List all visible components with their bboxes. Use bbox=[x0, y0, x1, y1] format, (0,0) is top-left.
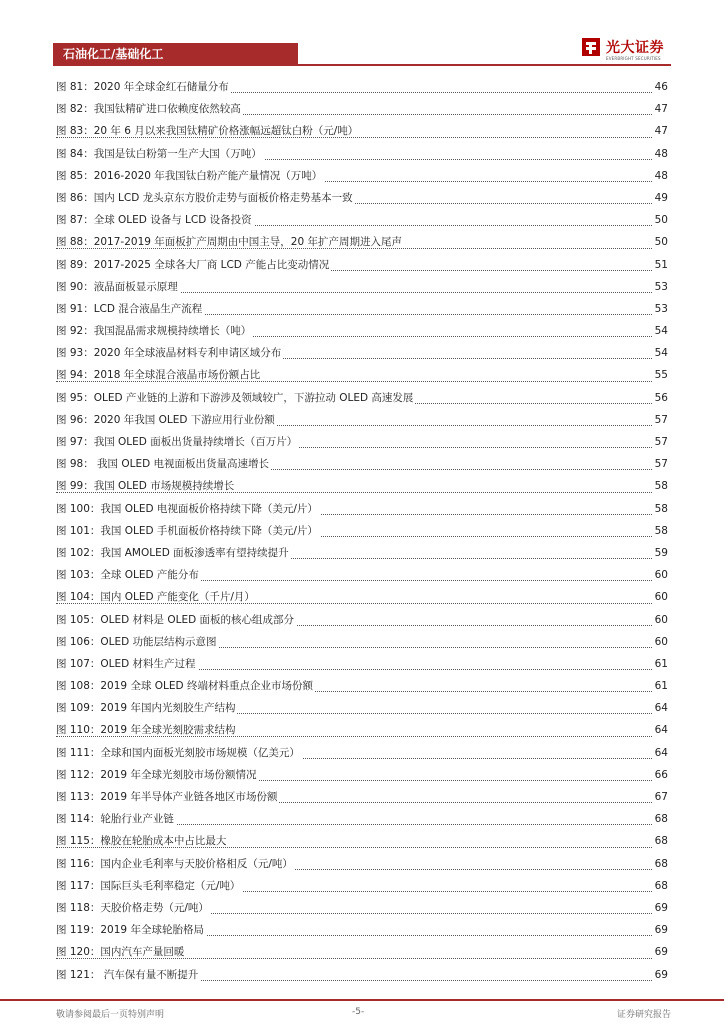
toc-entry-page: 55 bbox=[653, 364, 668, 386]
toc-entry-page: 68 bbox=[653, 808, 668, 830]
toc-entry-label: 图 95：OLED 产业链的上游和下游涉及领域较广，下游拉动 OLED 高速发展 bbox=[56, 391, 414, 404]
toc-entry-label: 图 115：橡胶在轮胎成本中占比最大 bbox=[56, 835, 227, 848]
toc-entry-page: 66 bbox=[653, 764, 668, 786]
toc-entry-label: 图 98： 我国 OLED 电视面板出货量高速增长 bbox=[56, 458, 270, 471]
toc-entry-page: 57 bbox=[653, 409, 668, 431]
toc-entry[interactable] bbox=[56, 609, 668, 631]
toc-entry-page: 58 bbox=[653, 520, 668, 542]
toc-entry[interactable] bbox=[56, 187, 668, 209]
toc-entry-page: 69 bbox=[653, 941, 668, 963]
page-header bbox=[0, 0, 724, 66]
toc-entry-page: 64 bbox=[653, 719, 668, 741]
section-tag: 石油化工/基础化工 bbox=[53, 43, 298, 65]
brand-name: 光大证券 bbox=[606, 40, 664, 56]
toc-entry[interactable] bbox=[56, 143, 668, 165]
toc-entry-label: 图 86：国内 LCD 龙头京东方股价走势与面板价格走势基本一致 bbox=[56, 191, 353, 204]
page-footer bbox=[0, 1004, 724, 1022]
toc-entry[interactable] bbox=[56, 431, 668, 453]
toc-entry[interactable] bbox=[56, 875, 668, 897]
brand-mark-icon bbox=[580, 36, 602, 58]
toc-entry-page: 49 bbox=[653, 187, 668, 209]
toc-entry-page: 68 bbox=[653, 830, 668, 852]
toc-entry[interactable] bbox=[56, 742, 668, 764]
toc-entry[interactable] bbox=[56, 675, 668, 697]
header-divider bbox=[53, 64, 671, 66]
toc-entry-page: 56 bbox=[653, 387, 668, 409]
toc-entry-page: 60 bbox=[653, 631, 668, 653]
toc-entry-label: 图 94：2018 年全球混合液晶市场份额占比 bbox=[56, 369, 261, 382]
toc-entry[interactable] bbox=[56, 409, 668, 431]
toc-entry-label: 图 118：天胶价格走势（元/吨） bbox=[56, 901, 209, 914]
toc-entry[interactable] bbox=[56, 964, 668, 986]
toc-entry[interactable] bbox=[56, 919, 668, 941]
toc-entry-page: 69 bbox=[653, 964, 668, 986]
toc-entry-label: 图 109：2019 年国内光刻胶生产结构 bbox=[56, 702, 236, 715]
toc-entry-page: 58 bbox=[653, 475, 668, 497]
toc-entry-page: 50 bbox=[653, 209, 668, 231]
toc-entry-page: 59 bbox=[653, 542, 668, 564]
toc-entry-page: 69 bbox=[653, 897, 668, 919]
toc-entry[interactable] bbox=[56, 320, 668, 342]
toc-entry[interactable] bbox=[56, 364, 668, 386]
toc-entry-label: 图 85：2016-2020 年我国钛白粉产能产量情况（万吨） bbox=[56, 169, 323, 182]
toc-entry[interactable] bbox=[56, 298, 668, 320]
footer-divider bbox=[0, 999, 724, 1001]
toc-entry[interactable] bbox=[56, 76, 668, 98]
toc-entry[interactable] bbox=[56, 276, 668, 298]
toc-entry-label: 图 100：我国 OLED 电视面板价格持续下降（美元/片） bbox=[56, 502, 318, 515]
toc-entry-label: 图 82：我国钛精矿进口依赖度依然较高 bbox=[56, 103, 241, 116]
toc-entry[interactable] bbox=[56, 564, 668, 586]
toc-entry-page: 57 bbox=[653, 431, 668, 453]
brand-name-en: EVERBRIGHT SECURITIES bbox=[606, 56, 661, 61]
toc-entry-label: 图 110：2019 年全球光刻胶需求结构 bbox=[56, 724, 236, 737]
toc-entry-label: 图 92：我国混晶需求规模持续增长（吨） bbox=[56, 325, 252, 338]
toc-entry-page: 53 bbox=[653, 276, 668, 298]
toc-entry-page: 54 bbox=[653, 320, 668, 342]
toc-entry-page: 48 bbox=[653, 143, 668, 165]
toc-entry-label: 图 111：全球和国内面板光刻胶市场规模（亿美元） bbox=[56, 746, 300, 759]
toc-entry-label: 图 103：全球 OLED 产能分布 bbox=[56, 569, 199, 582]
toc-entry-label: 图 90：液晶面板显示原理 bbox=[56, 280, 178, 293]
toc-entry[interactable] bbox=[56, 941, 668, 963]
toc-entry-page: 68 bbox=[653, 875, 668, 897]
toc-entry[interactable] bbox=[56, 631, 668, 653]
toc-entry-label: 图 99：我国 OLED 市场规模持续增长 bbox=[56, 480, 235, 493]
toc-entry-label: 图 106：OLED 功能层结构示意图 bbox=[56, 635, 217, 648]
toc-entry[interactable] bbox=[56, 653, 668, 675]
figure-toc-list bbox=[56, 76, 668, 986]
toc-entry[interactable] bbox=[56, 231, 668, 253]
toc-entry-label: 图 119：2019 年全球轮胎格局 bbox=[56, 924, 204, 937]
toc-entry[interactable] bbox=[56, 897, 668, 919]
page-number: -5- bbox=[352, 1007, 365, 1017]
toc-entry[interactable] bbox=[56, 830, 668, 852]
toc-entry-label: 图 101：我国 OLED 手机面板价格持续下降（美元/片） bbox=[56, 524, 318, 537]
toc-entry-label: 图 107：OLED 材料生产过程 bbox=[56, 657, 196, 670]
brand-logo bbox=[580, 36, 680, 64]
toc-entry-label: 图 87：全球 OLED 设备与 LCD 设备投资 bbox=[56, 214, 252, 227]
toc-entry-page: 69 bbox=[653, 919, 668, 941]
toc-entry-label: 图 108：2019 全球 OLED 终端材料重点企业市场份额 bbox=[56, 680, 313, 693]
report-type: 证券研究报告 bbox=[616, 1010, 671, 1020]
toc-entry-page: 60 bbox=[653, 564, 668, 586]
toc-entry[interactable] bbox=[56, 719, 668, 741]
toc-entry-label: 图 91：LCD 混合液晶生产流程 bbox=[56, 302, 203, 315]
toc-entry[interactable] bbox=[56, 120, 668, 142]
toc-entry-label: 图 83：20 年 6 月以来我国钛精矿价格涨幅远超钛白粉（元/吨） bbox=[56, 125, 359, 138]
toc-entry[interactable] bbox=[56, 387, 668, 409]
toc-entry-label: 图 113：2019 年半导体产业链各地区市场份额 bbox=[56, 791, 278, 803]
toc-entry[interactable] bbox=[56, 98, 668, 120]
toc-entry-page: 50 bbox=[653, 231, 668, 253]
toc-entry-page: 51 bbox=[653, 254, 668, 276]
toc-entry-page: 57 bbox=[653, 453, 668, 475]
toc-entry-label: 图 102：我国 AMOLED 面板渗透率有望持续提升 bbox=[56, 546, 289, 559]
disclaimer-note: 敬请参阅最后一页特别声明 bbox=[56, 1010, 165, 1020]
toc-entry[interactable] bbox=[56, 786, 668, 808]
toc-entry-page: 58 bbox=[653, 498, 668, 520]
toc-entry[interactable] bbox=[56, 520, 668, 542]
toc-entry-label: 图 104：国内 OLED 产能变化（千片/月） bbox=[56, 591, 255, 604]
toc-entry-label: 图 96：2020 年我国 OLED 下游应用行业份额 bbox=[56, 413, 275, 426]
toc-entry-label: 图 88：2017-2019 年面板扩产周期由中国主导，20 年扩产周期进入尾声 bbox=[56, 236, 402, 249]
toc-entry-label: 图 89：2017-2025 全球各大厂商 LCD 产能占比变动情况 bbox=[56, 258, 330, 271]
toc-entry-page: 64 bbox=[653, 742, 668, 764]
toc-entry-page: 47 bbox=[653, 98, 668, 120]
toc-entry-label: 图 93：2020 年全球液晶材料专利申请区域分布 bbox=[56, 347, 282, 360]
toc-entry-label: 图 97：我国 OLED 面板出货量持续增长（百万片） bbox=[56, 436, 298, 448]
toc-entry-label: 图 117：国际巨头毛利率稳定（元/吨） bbox=[56, 879, 241, 892]
toc-entry[interactable] bbox=[56, 764, 668, 786]
toc-entry-page: 61 bbox=[653, 675, 668, 697]
toc-entry-page: 68 bbox=[653, 853, 668, 875]
toc-entry[interactable] bbox=[56, 475, 668, 497]
toc-entry-label: 图 116：国内企业毛利率与天胶价格相反（元/吨） bbox=[56, 857, 293, 870]
toc-entry-label: 图 120：国内汽车产量回暖 bbox=[56, 946, 185, 959]
toc-entry-page: 64 bbox=[653, 697, 668, 719]
toc-entry[interactable] bbox=[56, 853, 668, 875]
toc-entry[interactable] bbox=[56, 498, 668, 520]
toc-entry-label: 图 84：我国是钛白粉第一生产大国（万吨） bbox=[56, 147, 262, 160]
toc-entry[interactable] bbox=[56, 542, 668, 564]
toc-entry[interactable] bbox=[56, 586, 668, 608]
toc-entry-page: 47 bbox=[653, 120, 668, 142]
toc-entry-page: 60 bbox=[653, 586, 668, 608]
toc-entry[interactable] bbox=[56, 697, 668, 719]
toc-entry-page: 67 bbox=[653, 786, 668, 808]
toc-entry[interactable] bbox=[56, 254, 668, 276]
toc-entry[interactable] bbox=[56, 453, 668, 475]
toc-entry[interactable] bbox=[56, 165, 668, 187]
toc-entry-page: 61 bbox=[653, 653, 668, 675]
toc-entry-label: 图 112：2019 年全球光刻胶市场份额情况 bbox=[56, 768, 257, 781]
toc-entry-page: 54 bbox=[653, 342, 668, 364]
toc-entry-page: 60 bbox=[653, 609, 668, 631]
toc-entry-page: 48 bbox=[653, 165, 668, 187]
toc-entry[interactable] bbox=[56, 808, 668, 830]
toc-entry[interactable] bbox=[56, 342, 668, 364]
toc-entry-label: 图 105：OLED 材料是 OLED 面板的核心组成部分 bbox=[56, 613, 295, 626]
toc-entry-page: 46 bbox=[653, 76, 668, 98]
toc-entry-label: 图 121： 汽车保有量不断提升 bbox=[56, 968, 199, 981]
toc-entry[interactable] bbox=[56, 209, 668, 231]
toc-entry-page: 53 bbox=[653, 298, 668, 320]
toc-entry-label: 图 81：2020 年全球金红石储量分布 bbox=[56, 81, 229, 93]
toc-entry-label: 图 114：轮胎行业产业链 bbox=[56, 813, 174, 826]
